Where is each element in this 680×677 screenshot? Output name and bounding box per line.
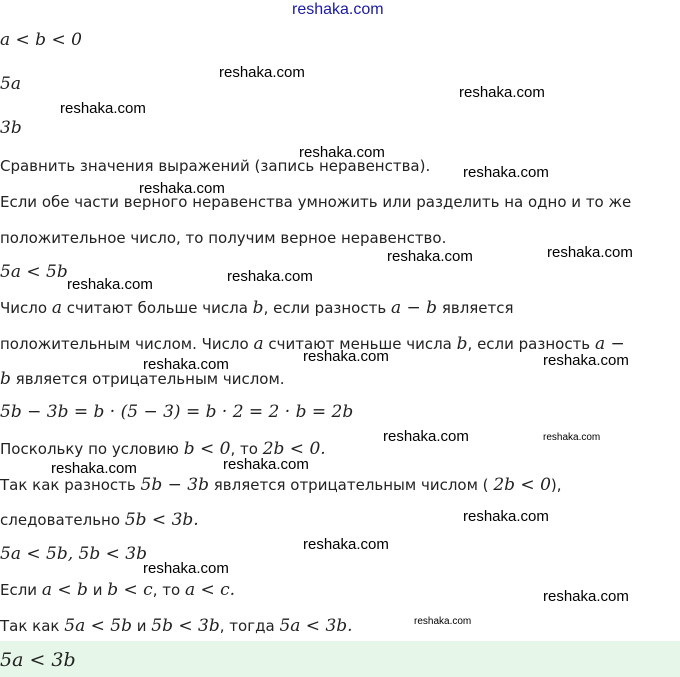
rule-2-text: является отрицательным числом.: [15, 370, 285, 388]
watermark: reshaka.com: [223, 456, 309, 473]
transitivity-math: a < b: [41, 580, 88, 600]
watermark: reshaka.com: [543, 432, 601, 443]
conclusion-text: Так как: [0, 617, 60, 635]
watermark: reshaka.com: [139, 180, 225, 197]
difference-math: 2b < 0: [493, 475, 551, 495]
watermark: reshaka.com: [51, 460, 137, 477]
given-expr-1: 5a: [0, 74, 21, 94]
conclusion-math: 5b < 3b: [151, 616, 220, 636]
watermark: reshaka.com: [463, 508, 549, 525]
rule-2-var: a: [253, 334, 264, 354]
transitivity-text: и: [92, 581, 103, 599]
rule-2-text: считают больше числа: [66, 299, 248, 317]
rule-2-var: a: [51, 298, 62, 318]
difference-line-2: [0, 510, 199, 530]
rule-2-text: считают меньше числа: [268, 335, 452, 353]
watermark: reshaka.com: [543, 588, 629, 605]
condition-math: b < 0: [183, 439, 231, 459]
watermark: reshaka.com: [299, 144, 385, 161]
rule-2-var: b: [252, 298, 264, 318]
transitivity-text: , то: [152, 581, 181, 599]
watermark: reshaka.com: [143, 560, 229, 577]
watermark: reshaka.com: [303, 536, 389, 553]
watermark: reshaka.com: [414, 616, 472, 627]
watermark: reshaka.com: [227, 268, 313, 285]
condition-text: , то: [230, 440, 258, 458]
conclusion-text: , тогда: [219, 617, 275, 635]
watermark: reshaka.com: [219, 64, 305, 81]
rule-2-expr: a − b: [390, 298, 438, 318]
condition-math: 2b < 0.: [262, 439, 326, 459]
watermark: reshaka.com: [387, 248, 473, 265]
watermark: reshaka.com: [543, 352, 629, 369]
watermark: reshaka.com: [383, 428, 469, 445]
rule-2-text: является: [441, 299, 514, 317]
rule-2-line-1: [0, 298, 514, 318]
rule-2-expr: a −: [594, 334, 625, 354]
calculation: 5b − 3b = b · (5 − 3) = b · 2 = 2 · b = 2b: [0, 402, 354, 422]
watermark: reshaka.com: [143, 356, 229, 373]
difference-text: Так как разность: [0, 476, 136, 494]
answer-box: [0, 641, 680, 677]
transitivity-math: a < c.: [184, 580, 236, 600]
watermark: reshaka.com: [60, 100, 146, 117]
answer-text: 5a < 3b: [0, 649, 76, 671]
rule-2-text: , если разность: [467, 335, 591, 353]
watermark: reshaka.com: [67, 276, 153, 293]
given-condition: a < b < 0: [0, 30, 82, 50]
transitivity-text: Если: [0, 581, 38, 599]
difference-text: следовательно: [0, 511, 121, 529]
rule-2-text: положительным числом. Число: [0, 335, 249, 353]
rule-2-text: Число: [0, 299, 48, 317]
difference-line-1: [0, 475, 562, 495]
difference-text: ),: [550, 476, 562, 494]
rule-1-line-2: положительное число, то получим верное неравенство.: [0, 229, 447, 247]
watermark: reshaka.com: [459, 84, 545, 101]
rule-2-var: b: [0, 369, 11, 389]
conclusion-text: и: [136, 617, 147, 635]
transitivity-line: [0, 580, 235, 600]
difference-math: 5b − 3b: [140, 475, 209, 495]
watermark: reshaka.com: [303, 348, 389, 365]
site-title[interactable]: reshaka.com: [292, 1, 384, 18]
conclusion-line: [0, 616, 353, 636]
conclusion-math: 5a < 3b.: [279, 616, 353, 636]
transitivity-math: b < c: [107, 580, 153, 600]
rule-1-line-1: Если обе части верного неравенства умножить или разделить на одно и то же: [0, 193, 632, 211]
watermark: reshaka.com: [547, 244, 633, 261]
step-1: 5a < 5b: [0, 262, 68, 282]
condition-text: Поскольку по условию: [0, 440, 179, 458]
conclusion-math: 5a < 5b: [64, 616, 132, 636]
watermark: reshaka.com: [463, 164, 549, 181]
difference-math: 5b < 3b.: [124, 510, 199, 530]
task-text: Сравнить значения выражений (запись неравенства).: [0, 157, 431, 175]
rule-2-var: b: [456, 334, 468, 354]
difference-text: является отрицательным числом (: [213, 476, 489, 494]
rule-2-text: , если разность: [263, 299, 387, 317]
inequality-pair: 5a < 5b, 5b < 3b: [0, 544, 147, 564]
given-expr-2: 3b: [0, 118, 22, 138]
